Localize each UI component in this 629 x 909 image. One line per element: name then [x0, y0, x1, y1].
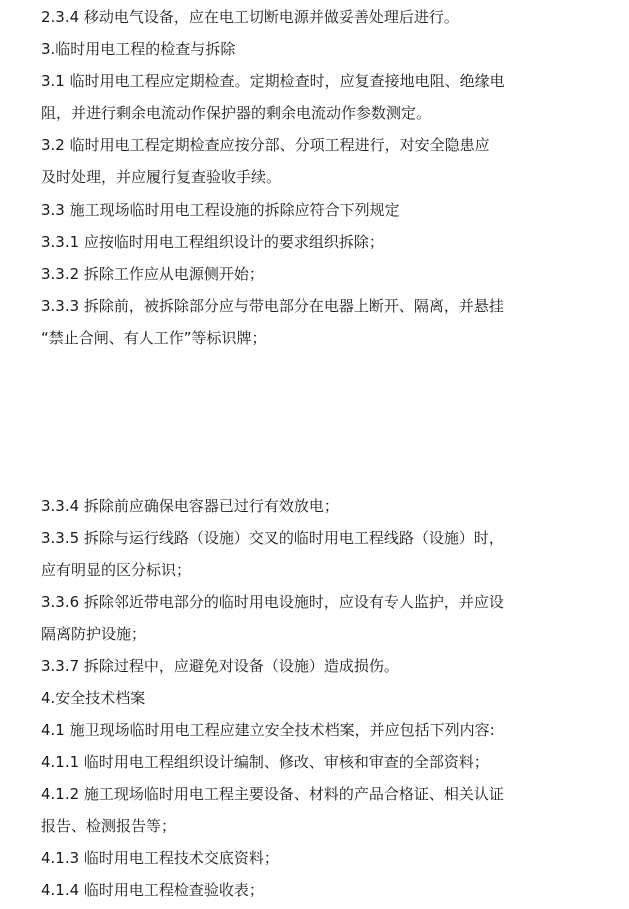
text-line-2-3-4: 2.3.4 移动电气设备，应在电工切断电源并做妥善处理后进行。 — [41, 8, 459, 26]
text-line-3-3-5-a: 3.3.5 拆除与运行线路（设施）交叉的临时用电工程线路（设施）时， — [41, 529, 504, 547]
text-line-3-3-6-a: 3.3.6 拆除邻近带电部分的临时用电设施时，应设有专人监护，并应设 — [41, 593, 504, 611]
section-heading-3: 3.临时用电工程的检查与拆除 — [41, 40, 236, 58]
text-line-3-3-2: 3.3.2 拆除工作应从电源侧开始； — [41, 265, 264, 283]
text-line-4-1-2-b: 报告、检测报告等； — [41, 817, 177, 835]
text-line-3-1-a: 3.1 临时用电工程应定期检查。定期检查时，应复查接地电阻、绝缘电 — [41, 72, 505, 90]
text-line-3-3-1: 3.3.1 应按临时用电工程组织设计的要求组织拆除； — [41, 233, 384, 251]
text-line-3-3-7: 3.3.7 拆除过程中，应避免对设备（设施）造成损伤。 — [41, 657, 399, 675]
text-line-3-2-a: 3.2 临时用电工程定期检查应按分部、分项工程进行，对安全隐患应 — [41, 136, 490, 154]
text-line-3-3: 3.3 施工现场临时用电工程设施的拆除应符合下列规定 — [41, 201, 400, 219]
text-line-4-1-2-a: 4.1.2 施工现场临时用电工程主要设备、材料的产品合格证、相关认证 — [41, 785, 504, 803]
text-line-3-3-5-b: 应有明显的区分标识； — [41, 561, 192, 579]
text-line-3-3-4: 3.3.4 拆除前应确保电容器已过行有效放电； — [41, 497, 339, 515]
text-line-4-1: 4.1 施卫现场临时用电工程应建立安全技术档案，并应包括下列内容: — [41, 721, 495, 739]
text-line-3-3-3-a: 3.3.3 拆除前，被拆除部分应与带电部分在电器上断开、隔离，并悬挂 — [41, 297, 504, 315]
text-line-3-2-b: 及时处理，并应履行复查验收手续。 — [41, 168, 282, 186]
text-line-3-1-b: 阻，并进行剩余电流动作保护器的剩余电流动作参数测定。 — [41, 104, 432, 122]
section-heading-4: 4.安全技术档案 — [41, 689, 146, 707]
text-line-3-3-6-b: 隔离防护设施； — [41, 625, 147, 643]
text-line-3-3-3-b: “禁止合闸、有人工作”等标识牌； — [41, 329, 267, 347]
text-line-4-1-1: 4.1.1 临时用电工程组织设计编制、修改、审核和审查的全部资料； — [41, 753, 489, 771]
text-line-4-1-3: 4.1.3 临时用电工程技术交底资料； — [41, 849, 279, 867]
text-line-4-1-4: 4.1.4 临时用电工程检查验收表； — [41, 881, 264, 899]
